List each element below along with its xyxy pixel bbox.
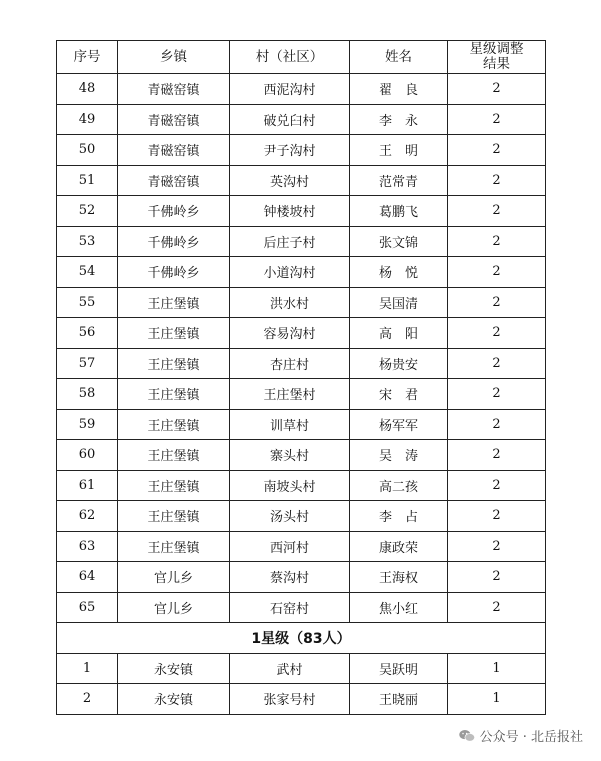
table-body [57, 74, 546, 715]
row-result: 2 [448, 257, 546, 288]
row-village: 西泥沟村 [230, 74, 350, 105]
row-name: 杨贵安 [350, 348, 448, 379]
table-row [57, 318, 546, 349]
row-village: 王庄堡村 [230, 379, 350, 410]
row-result: 2 [448, 348, 546, 379]
row-name: 宋 君 [350, 379, 448, 410]
row-village: 训草村 [230, 409, 350, 440]
row-name: 王海权 [350, 562, 448, 593]
row-village: 尹子沟村 [230, 135, 350, 166]
roster-table [56, 40, 546, 715]
row-no: 1 [57, 653, 118, 684]
row-no: 52 [57, 196, 118, 227]
row-town: 永安镇 [118, 684, 230, 715]
header-name: 姓名 [350, 41, 448, 74]
row-result: 2 [448, 135, 546, 166]
row-name: 李 永 [350, 104, 448, 135]
table-row [57, 684, 546, 715]
table-row [57, 165, 546, 196]
row-town: 青磁窑镇 [118, 135, 230, 166]
row-result: 2 [448, 409, 546, 440]
row-town: 王庄堡镇 [118, 409, 230, 440]
table-row [57, 196, 546, 227]
header-town: 乡镇 [118, 41, 230, 74]
row-no: 53 [57, 226, 118, 257]
row-result: 2 [448, 379, 546, 410]
row-village: 汤头村 [230, 501, 350, 532]
row-town: 永安镇 [118, 653, 230, 684]
row-result: 2 [448, 318, 546, 349]
row-town: 王庄堡镇 [118, 470, 230, 501]
row-no: 63 [57, 531, 118, 562]
row-result: 2 [448, 592, 546, 623]
row-name: 焦小红 [350, 592, 448, 623]
table-row [57, 257, 546, 288]
table-header-row [57, 41, 546, 74]
row-no: 60 [57, 440, 118, 471]
row-result: 2 [448, 226, 546, 257]
row-village: 容易沟村 [230, 318, 350, 349]
row-name: 吴 涛 [350, 440, 448, 471]
row-result: 1 [448, 653, 546, 684]
row-name: 范常青 [350, 165, 448, 196]
row-no: 54 [57, 257, 118, 288]
row-no: 65 [57, 592, 118, 623]
row-no: 50 [57, 135, 118, 166]
row-town: 青磁窑镇 [118, 74, 230, 105]
header-village: 村（社区） [230, 41, 350, 74]
header-no: 序号 [57, 41, 118, 74]
row-name: 杨军军 [350, 409, 448, 440]
row-no: 2 [57, 684, 118, 715]
row-town: 千佛岭乡 [118, 196, 230, 227]
row-result: 2 [448, 74, 546, 105]
table-row [57, 104, 546, 135]
table-row [57, 470, 546, 501]
row-no: 58 [57, 379, 118, 410]
row-result: 2 [448, 104, 546, 135]
table-row [57, 592, 546, 623]
row-town: 王庄堡镇 [118, 348, 230, 379]
header-result [448, 41, 546, 74]
row-town: 王庄堡镇 [118, 318, 230, 349]
table-row [57, 74, 546, 105]
row-result: 2 [448, 165, 546, 196]
table-row [57, 409, 546, 440]
row-name: 康政荣 [350, 531, 448, 562]
row-no: 48 [57, 74, 118, 105]
watermark [458, 726, 583, 745]
row-town: 青磁窑镇 [118, 165, 230, 196]
row-town: 青磁窑镇 [118, 104, 230, 135]
row-town: 王庄堡镇 [118, 287, 230, 318]
row-result: 2 [448, 531, 546, 562]
table-row [57, 440, 546, 471]
row-village: 钟楼坡村 [230, 196, 350, 227]
row-name: 高 阳 [350, 318, 448, 349]
row-name: 高二孩 [350, 470, 448, 501]
row-no: 59 [57, 409, 118, 440]
row-village: 蔡沟村 [230, 562, 350, 593]
row-name: 张文锦 [350, 226, 448, 257]
table-row [57, 562, 546, 593]
row-village: 张家号村 [230, 684, 350, 715]
row-name: 翟 良 [350, 74, 448, 105]
wechat-icon [458, 729, 476, 743]
row-no: 62 [57, 501, 118, 532]
row-village: 石窑村 [230, 592, 350, 623]
row-name: 吴国清 [350, 287, 448, 318]
row-town: 王庄堡镇 [118, 531, 230, 562]
row-result: 2 [448, 501, 546, 532]
row-village: 西河村 [230, 531, 350, 562]
row-no: 49 [57, 104, 118, 135]
row-village: 英沟村 [230, 165, 350, 196]
header-result-label: 星级调整结果 [469, 41, 524, 72]
row-no: 51 [57, 165, 118, 196]
row-no: 55 [57, 287, 118, 318]
row-village: 南坡头村 [230, 470, 350, 501]
table-row [57, 501, 546, 532]
row-result: 2 [448, 196, 546, 227]
row-village: 杏庄村 [230, 348, 350, 379]
table-row [57, 531, 546, 562]
row-no: 61 [57, 470, 118, 501]
row-result: 1 [448, 684, 546, 715]
row-village: 破兑臼村 [230, 104, 350, 135]
row-village: 后庄子村 [230, 226, 350, 257]
row-result: 2 [448, 562, 546, 593]
row-result: 2 [448, 287, 546, 318]
row-name: 吴跃明 [350, 653, 448, 684]
section-row [57, 623, 546, 654]
row-village: 洪水村 [230, 287, 350, 318]
row-town: 王庄堡镇 [118, 501, 230, 532]
table-row [57, 653, 546, 684]
row-no: 64 [57, 562, 118, 593]
row-village: 寨头村 [230, 440, 350, 471]
row-name: 葛鹏飞 [350, 196, 448, 227]
row-village: 武村 [230, 653, 350, 684]
table-row [57, 226, 546, 257]
row-town: 王庄堡镇 [118, 379, 230, 410]
table-row [57, 287, 546, 318]
row-town: 王庄堡镇 [118, 440, 230, 471]
row-result: 2 [448, 470, 546, 501]
row-name: 杨 悦 [350, 257, 448, 288]
row-name: 王 明 [350, 135, 448, 166]
row-town: 官儿乡 [118, 562, 230, 593]
row-village: 小道沟村 [230, 257, 350, 288]
row-result: 2 [448, 440, 546, 471]
section-title: 1星级（83人） [57, 623, 546, 654]
row-town: 官儿乡 [118, 592, 230, 623]
row-name: 李 占 [350, 501, 448, 532]
row-name: 王晓丽 [350, 684, 448, 715]
row-town: 千佛岭乡 [118, 226, 230, 257]
row-no: 56 [57, 318, 118, 349]
table-row [57, 379, 546, 410]
table-row [57, 135, 546, 166]
table-row [57, 348, 546, 379]
row-town: 千佛岭乡 [118, 257, 230, 288]
watermark-text: 公众号 · 北岳报社 [479, 730, 583, 745]
row-no: 57 [57, 348, 118, 379]
